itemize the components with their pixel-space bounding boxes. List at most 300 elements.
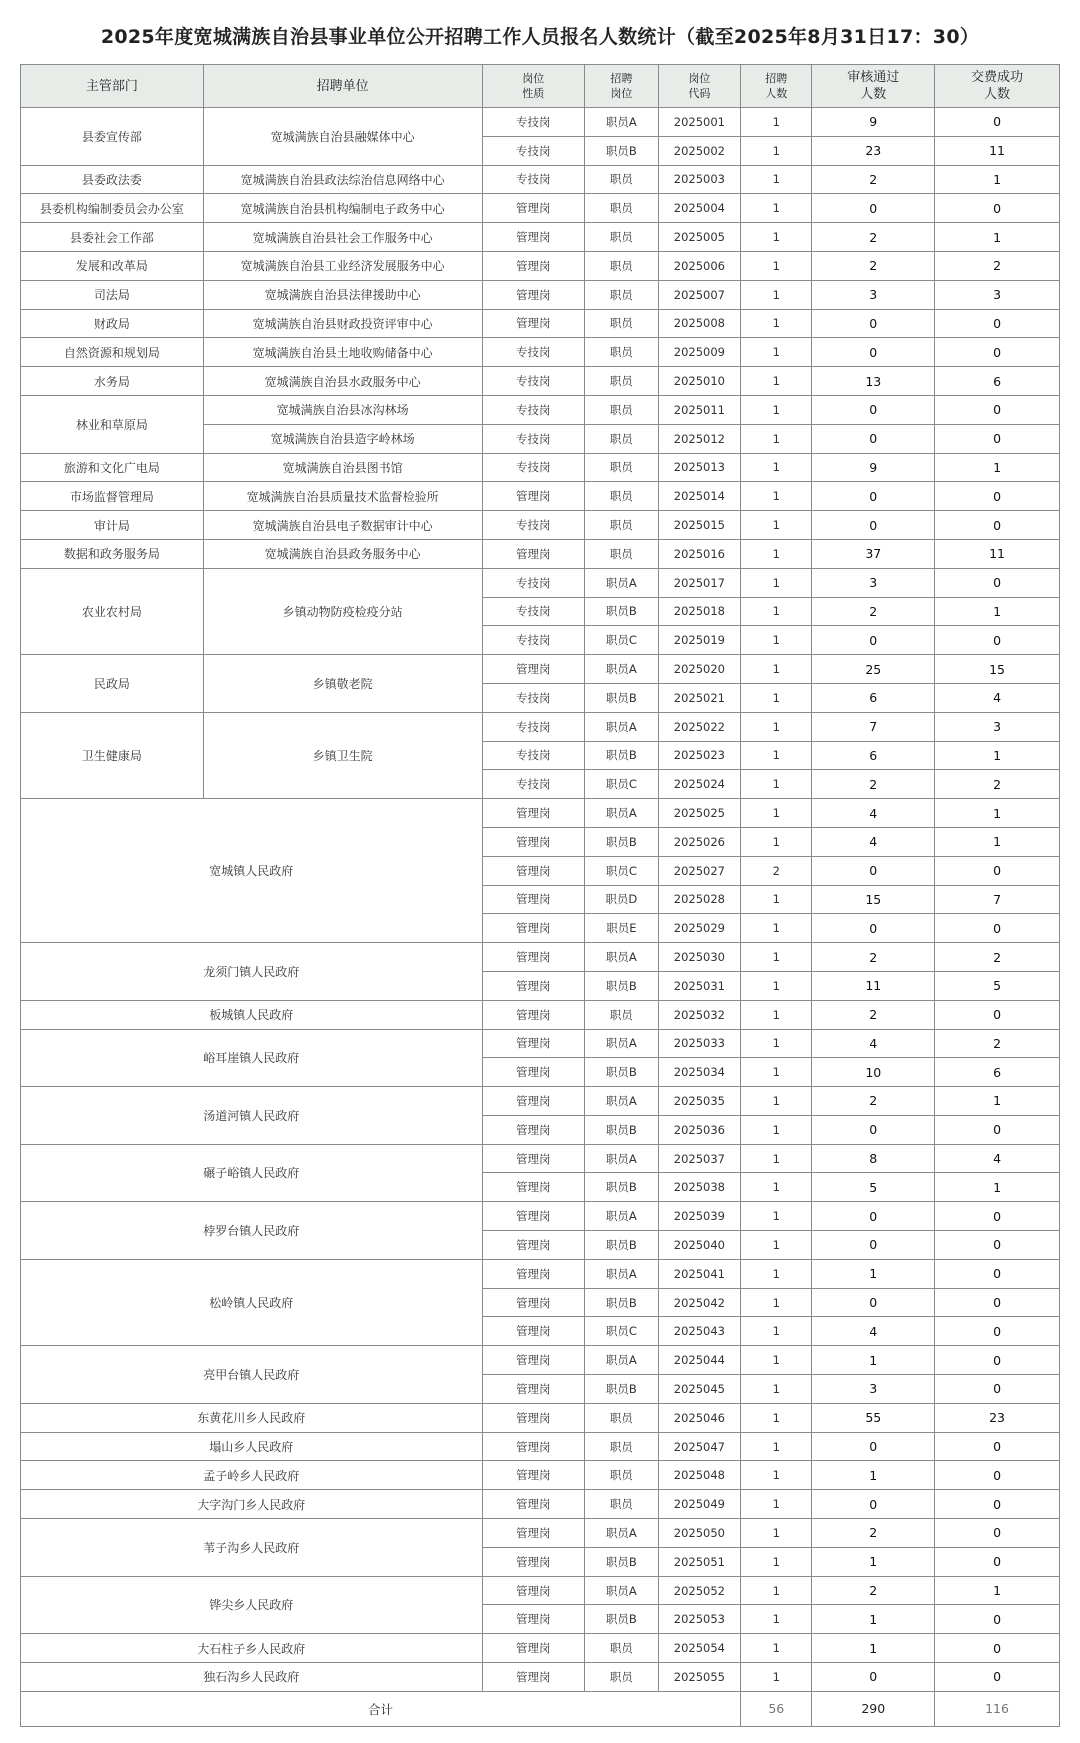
table-row xyxy=(21,482,1060,511)
cell-hire: 1 xyxy=(741,453,812,482)
table-row xyxy=(21,165,1060,194)
cell-department: 发展和改革局 xyxy=(21,251,204,280)
cell-passed: 25 xyxy=(812,655,935,684)
cell-nature: 管理岗 xyxy=(482,1058,585,1087)
cell-hire: 1 xyxy=(741,770,812,799)
cell-nature: 管理岗 xyxy=(482,1663,585,1692)
cell-nature: 管理岗 xyxy=(482,1087,585,1116)
cell-passed: 23 xyxy=(812,136,935,165)
cell-post: 职员 xyxy=(585,1663,659,1692)
cell-unit: 乡镇动物防疫检疫分站 xyxy=(203,568,482,654)
cell-post: 职员A xyxy=(585,1576,659,1605)
cell-post: 职员B xyxy=(585,827,659,856)
cell-code: 2025017 xyxy=(658,568,740,597)
cell-paid: 23 xyxy=(935,1403,1060,1432)
table-row xyxy=(21,108,1060,137)
cell-hire: 1 xyxy=(741,136,812,165)
cell-nature: 管理岗 xyxy=(482,1288,585,1317)
cell-post: 职员 xyxy=(585,1403,659,1432)
cell-nature: 专技岗 xyxy=(482,770,585,799)
cell-post: 职员 xyxy=(585,338,659,367)
cell-department: 县委政法委 xyxy=(21,165,204,194)
cell-unit: 宽城满族自治县社会工作服务中心 xyxy=(203,223,482,252)
cell-hire: 1 xyxy=(741,626,812,655)
table-row xyxy=(21,1576,1060,1605)
cell-code: 2025022 xyxy=(658,712,740,741)
cell-passed: 2 xyxy=(812,165,935,194)
cell-passed: 0 xyxy=(812,1231,935,1260)
cell-passed: 0 xyxy=(812,1432,935,1461)
cell-nature: 管理岗 xyxy=(482,971,585,1000)
header-paid-text: 交费成功 人数 xyxy=(971,70,1024,102)
cell-nature: 专技岗 xyxy=(482,626,585,655)
cell-post: 职员A xyxy=(585,1144,659,1173)
cell-hire: 1 xyxy=(741,683,812,712)
cell-nature: 专技岗 xyxy=(482,511,585,540)
cell-code: 2025010 xyxy=(658,367,740,396)
table-row xyxy=(21,655,1060,684)
cell-department: 林业和草原局 xyxy=(21,395,204,453)
cell-hire: 1 xyxy=(741,1663,812,1692)
cell-paid: 4 xyxy=(935,683,1060,712)
cell-paid: 1 xyxy=(935,597,1060,626)
cell-code: 2025001 xyxy=(658,108,740,137)
cell-unit: 宽城满族自治县土地收购储备中心 xyxy=(203,338,482,367)
cell-paid: 0 xyxy=(935,424,1060,453)
header-passed-text: 审核通过 人数 xyxy=(847,70,900,102)
cell-post: 职员 xyxy=(585,165,659,194)
cell-paid: 1 xyxy=(935,1576,1060,1605)
cell-post: 职员B xyxy=(585,971,659,1000)
cell-paid: 3 xyxy=(935,712,1060,741)
cell-nature: 管理岗 xyxy=(482,1346,585,1375)
cell-code: 2025026 xyxy=(658,827,740,856)
cell-post: 职员 xyxy=(585,424,659,453)
cell-hire: 1 xyxy=(741,1231,812,1260)
cell-passed: 4 xyxy=(812,799,935,828)
cell-department: 县委社会工作部 xyxy=(21,223,204,252)
cell-paid: 2 xyxy=(935,770,1060,799)
cell-hire: 1 xyxy=(741,827,812,856)
cell-hire: 1 xyxy=(741,1173,812,1202)
cell-code: 2025035 xyxy=(658,1087,740,1116)
cell-paid: 0 xyxy=(935,626,1060,655)
table-row xyxy=(21,251,1060,280)
cell-code: 2025009 xyxy=(658,338,740,367)
cell-post: 职员 xyxy=(585,395,659,424)
table-row xyxy=(21,1346,1060,1375)
cell-code: 2025023 xyxy=(658,741,740,770)
cell-post: 职员 xyxy=(585,1432,659,1461)
header-passed xyxy=(812,65,935,108)
cell-post: 职员 xyxy=(585,1490,659,1519)
cell-nature: 管理岗 xyxy=(482,914,585,943)
cell-nature: 管理岗 xyxy=(482,1432,585,1461)
cell-nature: 管理岗 xyxy=(482,251,585,280)
table-row xyxy=(21,367,1060,396)
header-nature-text: 岗位 性质 xyxy=(522,72,545,100)
cell-post: 职员B xyxy=(585,136,659,165)
cell-paid: 0 xyxy=(935,1115,1060,1144)
cell-paid: 0 xyxy=(935,1432,1060,1461)
cell-department: 县委机构编制委员会办公室 xyxy=(21,194,204,223)
cell-passed: 13 xyxy=(812,367,935,396)
header-dept: 主管部门 xyxy=(21,65,204,108)
cell-nature: 管理岗 xyxy=(482,1547,585,1576)
header-code xyxy=(658,65,740,108)
header-row xyxy=(21,65,1060,108)
cell-town-government: 峪耳崖镇人民政府 xyxy=(21,1029,483,1087)
total-hire: 56 xyxy=(741,1691,812,1726)
cell-post: 职员A xyxy=(585,1259,659,1288)
cell-unit: 宽城满族自治县造字岭林场 xyxy=(203,424,482,453)
cell-passed: 2 xyxy=(812,943,935,972)
cell-nature: 管理岗 xyxy=(482,1144,585,1173)
cell-nature: 管理岗 xyxy=(482,1029,585,1058)
cell-post: 职员D xyxy=(585,885,659,914)
cell-nature: 管理岗 xyxy=(482,194,585,223)
cell-hire: 1 xyxy=(741,943,812,972)
cell-paid: 0 xyxy=(935,1259,1060,1288)
cell-hire: 1 xyxy=(741,1087,812,1116)
cell-paid: 0 xyxy=(935,194,1060,223)
table-row xyxy=(21,1029,1060,1058)
cell-post: 职员B xyxy=(585,1058,659,1087)
cell-code: 2025021 xyxy=(658,683,740,712)
cell-town-government: 板城镇人民政府 xyxy=(21,1000,483,1029)
cell-nature: 管理岗 xyxy=(482,827,585,856)
cell-hire: 1 xyxy=(741,1029,812,1058)
cell-hire: 1 xyxy=(741,1634,812,1663)
table-row xyxy=(21,194,1060,223)
cell-department: 审计局 xyxy=(21,511,204,540)
cell-post: 职员 xyxy=(585,194,659,223)
cell-hire: 1 xyxy=(741,741,812,770)
cell-code: 2025043 xyxy=(658,1317,740,1346)
cell-code: 2025050 xyxy=(658,1519,740,1548)
cell-unit: 宽城满族自治县图书馆 xyxy=(203,453,482,482)
cell-paid: 1 xyxy=(935,741,1060,770)
cell-passed: 37 xyxy=(812,539,935,568)
cell-nature: 管理岗 xyxy=(482,943,585,972)
cell-town-government: 松岭镇人民政府 xyxy=(21,1259,483,1345)
cell-nature: 管理岗 xyxy=(482,1605,585,1634)
cell-post: 职员A xyxy=(585,1029,659,1058)
cell-hire: 1 xyxy=(741,1605,812,1634)
cell-nature: 管理岗 xyxy=(482,1202,585,1231)
total-passed: 290 xyxy=(812,1691,935,1726)
cell-paid: 5 xyxy=(935,971,1060,1000)
cell-hire: 1 xyxy=(741,971,812,1000)
cell-nature: 管理岗 xyxy=(482,280,585,309)
cell-paid: 0 xyxy=(935,1346,1060,1375)
cell-passed: 0 xyxy=(812,395,935,424)
cell-code: 2025003 xyxy=(658,165,740,194)
cell-nature: 专技岗 xyxy=(482,395,585,424)
cell-paid: 0 xyxy=(935,1317,1060,1346)
cell-hire: 1 xyxy=(741,1058,812,1087)
cell-paid: 1 xyxy=(935,1173,1060,1202)
cell-paid: 0 xyxy=(935,1288,1060,1317)
cell-post: 职员B xyxy=(585,1547,659,1576)
table-row xyxy=(21,1519,1060,1548)
cell-unit: 宽城满族自治县机构编制电子政务中心 xyxy=(203,194,482,223)
cell-code: 2025012 xyxy=(658,424,740,453)
cell-hire: 1 xyxy=(741,367,812,396)
cell-department: 司法局 xyxy=(21,280,204,309)
cell-hire: 1 xyxy=(741,655,812,684)
cell-post: 职员 xyxy=(585,367,659,396)
cell-paid: 1 xyxy=(935,223,1060,252)
cell-nature: 管理岗 xyxy=(482,1259,585,1288)
cell-passed: 1 xyxy=(812,1461,935,1490)
cell-passed: 2 xyxy=(812,1576,935,1605)
cell-code: 2025028 xyxy=(658,885,740,914)
cell-code: 2025032 xyxy=(658,1000,740,1029)
cell-post: 职员B xyxy=(585,1375,659,1404)
cell-nature: 专技岗 xyxy=(482,712,585,741)
cell-nature: 管理岗 xyxy=(482,1000,585,1029)
cell-nature: 管理岗 xyxy=(482,1519,585,1548)
cell-post: 职员 xyxy=(585,511,659,540)
cell-code: 2025053 xyxy=(658,1605,740,1634)
cell-hire: 1 xyxy=(741,223,812,252)
cell-hire: 1 xyxy=(741,1144,812,1173)
cell-paid: 0 xyxy=(935,395,1060,424)
cell-department: 水务局 xyxy=(21,367,204,396)
cell-code: 2025014 xyxy=(658,482,740,511)
cell-hire: 1 xyxy=(741,1346,812,1375)
cell-town-government: 塌山乡人民政府 xyxy=(21,1432,483,1461)
table-row xyxy=(21,309,1060,338)
header-nature xyxy=(482,65,585,108)
cell-post: 职员C xyxy=(585,856,659,885)
cell-passed: 1 xyxy=(812,1547,935,1576)
cell-hire: 1 xyxy=(741,1461,812,1490)
cell-nature: 专技岗 xyxy=(482,108,585,137)
cell-passed: 0 xyxy=(812,1202,935,1231)
cell-town-government: 汤道河镇人民政府 xyxy=(21,1087,483,1145)
cell-paid: 0 xyxy=(935,511,1060,540)
header-unit: 招聘单位 xyxy=(203,65,482,108)
table-row xyxy=(21,1432,1060,1461)
cell-hire: 1 xyxy=(741,1317,812,1346)
cell-unit: 宽城满族自治县冰沟林场 xyxy=(203,395,482,424)
cell-paid: 11 xyxy=(935,136,1060,165)
cell-post: 职员 xyxy=(585,482,659,511)
cell-passed: 10 xyxy=(812,1058,935,1087)
cell-code: 2025055 xyxy=(658,1663,740,1692)
cell-hire: 1 xyxy=(741,1259,812,1288)
cell-department: 数据和政务服务局 xyxy=(21,539,204,568)
cell-code: 2025007 xyxy=(658,280,740,309)
cell-paid: 0 xyxy=(935,1202,1060,1231)
cell-town-government: 独石沟乡人民政府 xyxy=(21,1663,483,1692)
cell-nature: 管理岗 xyxy=(482,885,585,914)
cell-paid: 2 xyxy=(935,1029,1060,1058)
cell-passed: 5 xyxy=(812,1173,935,1202)
cell-passed: 0 xyxy=(812,856,935,885)
cell-code: 2025047 xyxy=(658,1432,740,1461)
cell-post: 职员B xyxy=(585,1231,659,1260)
cell-hire: 1 xyxy=(741,1000,812,1029)
cell-paid: 4 xyxy=(935,1144,1060,1173)
table-row xyxy=(21,1663,1060,1692)
cell-passed: 15 xyxy=(812,885,935,914)
cell-passed: 6 xyxy=(812,741,935,770)
cell-code: 2025036 xyxy=(658,1115,740,1144)
cell-post: 职员C xyxy=(585,770,659,799)
table-row xyxy=(21,1000,1060,1029)
cell-town-government: 大字沟门乡人民政府 xyxy=(21,1490,483,1519)
cell-code: 2025046 xyxy=(658,1403,740,1432)
table-row xyxy=(21,1144,1060,1173)
cell-post: 职员 xyxy=(585,1461,659,1490)
cell-hire: 1 xyxy=(741,1375,812,1404)
cell-nature: 专技岗 xyxy=(482,568,585,597)
cell-town-government: 碾子峪镇人民政府 xyxy=(21,1144,483,1202)
table-row xyxy=(21,1259,1060,1288)
cell-hire: 1 xyxy=(741,1432,812,1461)
cell-post: 职员E xyxy=(585,914,659,943)
cell-nature: 管理岗 xyxy=(482,1461,585,1490)
cell-code: 2025039 xyxy=(658,1202,740,1231)
cell-code: 2025045 xyxy=(658,1375,740,1404)
cell-post: 职员B xyxy=(585,1605,659,1634)
cell-hire: 1 xyxy=(741,165,812,194)
cell-town-government: 宽城镇人民政府 xyxy=(21,799,483,943)
cell-hire: 1 xyxy=(741,511,812,540)
cell-nature: 管理岗 xyxy=(482,539,585,568)
cell-hire: 1 xyxy=(741,194,812,223)
cell-unit: 宽城满族自治县水政服务中心 xyxy=(203,367,482,396)
header-post xyxy=(585,65,659,108)
cell-paid: 1 xyxy=(935,165,1060,194)
cell-unit: 宽城满族自治县政法综治信息网络中心 xyxy=(203,165,482,194)
cell-hire: 1 xyxy=(741,597,812,626)
cell-post: 职员 xyxy=(585,1634,659,1663)
cell-paid: 11 xyxy=(935,539,1060,568)
cell-post: 职员A xyxy=(585,1519,659,1548)
cell-unit: 宽城满族自治县融媒体中心 xyxy=(203,108,482,166)
cell-paid: 0 xyxy=(935,108,1060,137)
cell-code: 2025002 xyxy=(658,136,740,165)
cell-hire: 1 xyxy=(741,482,812,511)
cell-code: 2025033 xyxy=(658,1029,740,1058)
cell-town-government: 孟子岭乡人民政府 xyxy=(21,1461,483,1490)
table-row xyxy=(21,1087,1060,1116)
cell-nature: 专技岗 xyxy=(482,597,585,626)
cell-town-government: 大石柱子乡人民政府 xyxy=(21,1634,483,1663)
cell-paid: 6 xyxy=(935,1058,1060,1087)
cell-code: 2025024 xyxy=(658,770,740,799)
cell-code: 2025011 xyxy=(658,395,740,424)
cell-nature: 管理岗 xyxy=(482,1403,585,1432)
cell-code: 2025037 xyxy=(658,1144,740,1173)
cell-post: 职员B xyxy=(585,683,659,712)
cell-town-government: 苇子沟乡人民政府 xyxy=(21,1519,483,1577)
cell-paid: 0 xyxy=(935,1490,1060,1519)
cell-nature: 管理岗 xyxy=(482,482,585,511)
table-body xyxy=(21,108,1060,1692)
cell-passed: 2 xyxy=(812,1000,935,1029)
cell-paid: 0 xyxy=(935,568,1060,597)
cell-post: 职员B xyxy=(585,1115,659,1144)
cell-hire: 1 xyxy=(741,1547,812,1576)
cell-paid: 0 xyxy=(935,1634,1060,1663)
cell-paid: 0 xyxy=(935,1519,1060,1548)
cell-code: 2025034 xyxy=(658,1058,740,1087)
cell-hire: 1 xyxy=(741,712,812,741)
table-row xyxy=(21,223,1060,252)
cell-post: 职员A xyxy=(585,1087,659,1116)
table-row xyxy=(21,799,1060,828)
cell-nature: 管理岗 xyxy=(482,655,585,684)
cell-paid: 15 xyxy=(935,655,1060,684)
cell-passed: 3 xyxy=(812,280,935,309)
cell-code: 2025008 xyxy=(658,309,740,338)
cell-code: 2025025 xyxy=(658,799,740,828)
cell-nature: 管理岗 xyxy=(482,223,585,252)
cell-nature: 管理岗 xyxy=(482,1634,585,1663)
cell-post: 职员 xyxy=(585,251,659,280)
cell-passed: 0 xyxy=(812,1490,935,1519)
cell-hire: 1 xyxy=(741,885,812,914)
cell-nature: 管理岗 xyxy=(482,1317,585,1346)
cell-post: 职员B xyxy=(585,1288,659,1317)
cell-post: 职员A xyxy=(585,943,659,972)
cell-paid: 7 xyxy=(935,885,1060,914)
cell-passed: 0 xyxy=(812,482,935,511)
table-row xyxy=(21,280,1060,309)
cell-passed: 2 xyxy=(812,1519,935,1548)
cell-code: 2025040 xyxy=(658,1231,740,1260)
cell-passed: 1 xyxy=(812,1634,935,1663)
cell-passed: 4 xyxy=(812,827,935,856)
cell-post: 职员B xyxy=(585,1173,659,1202)
page-title: 2025年度宽城满族自治县事业单位公开招聘工作人员报名人数统计（截至2025年8月31日17：30） xyxy=(100,26,980,48)
recruitment-table xyxy=(20,64,1060,1727)
cell-post: 职员A xyxy=(585,568,659,597)
cell-passed: 4 xyxy=(812,1029,935,1058)
cell-paid: 1 xyxy=(935,453,1060,482)
cell-code: 2025016 xyxy=(658,539,740,568)
cell-passed: 0 xyxy=(812,338,935,367)
cell-passed: 3 xyxy=(812,568,935,597)
cell-passed: 0 xyxy=(812,424,935,453)
cell-nature: 专技岗 xyxy=(482,338,585,367)
cell-nature: 管理岗 xyxy=(482,1231,585,1260)
cell-nature: 专技岗 xyxy=(482,424,585,453)
header-hire xyxy=(741,65,812,108)
cell-paid: 0 xyxy=(935,338,1060,367)
cell-unit: 宽城满族自治县财政投资评审中心 xyxy=(203,309,482,338)
cell-passed: 9 xyxy=(812,108,935,137)
cell-code: 2025020 xyxy=(658,655,740,684)
table-row xyxy=(21,453,1060,482)
table-row xyxy=(21,1490,1060,1519)
cell-paid: 1 xyxy=(935,827,1060,856)
cell-hire: 1 xyxy=(741,1519,812,1548)
cell-code: 2025031 xyxy=(658,971,740,1000)
cell-post: 职员 xyxy=(585,539,659,568)
cell-paid: 0 xyxy=(935,309,1060,338)
cell-paid: 0 xyxy=(935,914,1060,943)
cell-nature: 管理岗 xyxy=(482,1576,585,1605)
cell-hire: 1 xyxy=(741,251,812,280)
cell-paid: 0 xyxy=(935,1375,1060,1404)
cell-passed: 8 xyxy=(812,1144,935,1173)
